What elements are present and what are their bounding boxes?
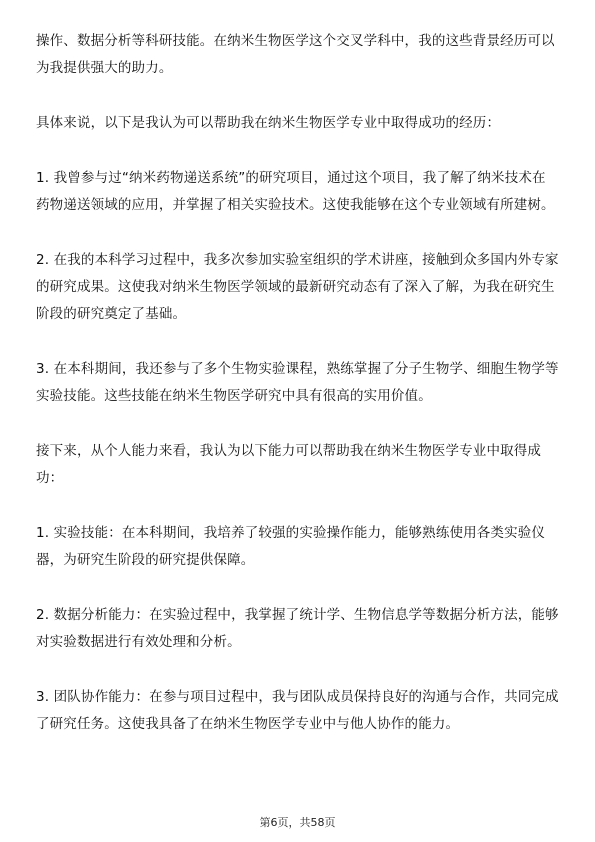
paragraph-ability-1: 1. 实验技能：在本科期间，我培养了较强的实验操作能力，能够熟练使用各类实验仪器，为研究生阶段的研究提供保障。 bbox=[36, 525, 546, 568]
paragraph-ability-heading: 接下来，从个人能力来看，我认为以下能力可以帮助我在纳米生物医学专业中取得成功： bbox=[36, 443, 542, 486]
paragraph-ability-2: 2. 数据分析能力：在实验过程中，我掌握了统计学、生物信息学等数据分析方法，能够对实验数据进行有效处理和分析。 bbox=[36, 607, 559, 650]
paragraph-experience-3: 3. 在本科期间，我还参与了多个生物实验课程，熟练掌握了分子生物学、细胞生物学等实验技能。这些技能在纳米生物医学研究中具有很高的实用价值。 bbox=[36, 361, 559, 404]
paragraph-experience-1: 1. 我曾参与过“纳米药物递送系统”的研究项目，通过这个项目，我了解了纳米技术在药物递送领域的应用，并掌握了相关实验技术。这使我能够在这个专业领域有所建树。 bbox=[36, 170, 555, 213]
paragraph-experience-2: 2. 在我的本科学习过程中，我多次参加实验室组织的学术讲座，接触到众多国内外专家的研究成果。这使我对纳米生物医学领域的最新研究动态有了深入了解，为我在研究生阶段的研究奠定了基础。 bbox=[36, 252, 559, 322]
paragraph-ability-3: 3. 团队协作能力：在参与项目过程中，我与团队成员保持良好的沟通与合作，共同完成了研究任务。这使我具备了在纳米生物医学专业中与他人协作的能力。 bbox=[36, 689, 559, 732]
paragraph-experience-heading: 具体来说，以下是我认为可以帮助我在纳米生物医学专业中取得成功的经历： bbox=[36, 115, 501, 131]
paragraph-intro-continuation: 操作、数据分析等科研技能。在纳米生物医学这个交叉学科中，我的这些背景经历可以为我提供强大的助力。 bbox=[36, 33, 555, 76]
page-number-footer: 第6页，共58页 bbox=[259, 816, 336, 829]
